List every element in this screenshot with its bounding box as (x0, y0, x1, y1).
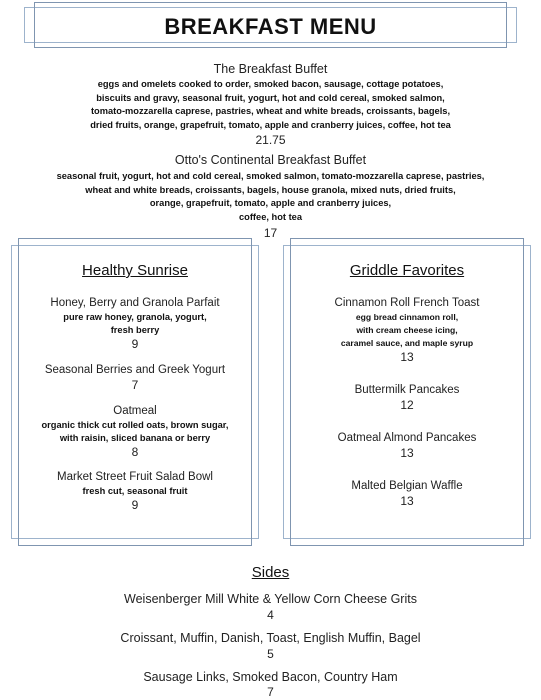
side-item-price: 7 (267, 685, 274, 699)
menu-item (290, 431, 524, 461)
buffet-1-desc-line: biscuits and gravy, seasonal fruit, yogurt, hot and cold cereal, smoked salmon, (96, 92, 445, 103)
menu-item-name: Honey, Berry and Granola Parfait (50, 297, 220, 309)
side-item-price: 5 (267, 647, 274, 661)
menu-item-desc: with raisin, sliced banana or berry (59, 433, 211, 443)
buffet-2-name: Otto's Continental Breakfast Buffet (174, 153, 367, 167)
buffet-1-name: The Breakfast Buffet (213, 62, 328, 76)
side-item-name: Sausage Links, Smoked Bacon, Country Ham (143, 670, 398, 684)
menu-item-name: Buttermilk Pancakes (354, 384, 460, 396)
buffet-1-description (0, 78, 541, 132)
menu-item-name: Oatmeal Almond Pancakes (337, 432, 477, 444)
page-title: BREAKFAST MENU (164, 14, 377, 39)
menu-item-desc: fresh berry (110, 325, 160, 335)
buffet-1-desc-line: eggs and omelets cooked to order, smoked bacon, sausage, cottage potatoes, (97, 79, 444, 89)
menu-item (18, 470, 252, 513)
menu-item-price: 13 (400, 446, 414, 460)
buffet-2-desc-line: orange, grapefruit, tomato, apple and cranberry juices, (149, 198, 392, 208)
healthy-box (18, 262, 252, 513)
buffet-2-desc-line: wheat and white breads, croissants, bagels, house granola, mixed nuts, dried fruits, (85, 184, 456, 195)
menu-item-name: Oatmeal (113, 405, 157, 417)
menu-item-desc: caramel sauce, and maple syrup (340, 338, 474, 348)
menu-item-desc: with cream cheese icing, (356, 325, 458, 335)
menu-item-price: 13 (400, 494, 414, 508)
side-item-name: Weisenberger Mill White & Yellow Corn Cheese Grits (124, 592, 417, 606)
buffet-2-price: 17 (263, 226, 278, 240)
menu-item (290, 479, 524, 509)
menu-item-name: Market Street Fruit Salad Bowl (57, 471, 213, 483)
buffet-2-description (0, 170, 541, 224)
menu-item-price: 7 (131, 378, 139, 392)
sides-title: Sides (251, 564, 290, 581)
menu-item-desc: pure raw honey, granola, yogurt, (63, 312, 207, 322)
menu-item (18, 296, 252, 352)
menu-item-price: 13 (400, 350, 414, 364)
menu-item-desc: fresh cut, seasonal fruit (82, 486, 188, 496)
menu-item-price: 9 (131, 498, 139, 512)
menu-item (18, 404, 252, 460)
buffet-1-desc-line: tomato-mozzarella caprese, pastries, wheat and white breads, croissants, bagels, (90, 106, 451, 116)
griddle-box (290, 262, 524, 509)
griddle-box-title: Griddle Favorites (349, 262, 465, 279)
menu-item-price: 9 (131, 337, 139, 351)
side-item-price: 4 (267, 608, 274, 622)
buffet-1-desc-line: dried fruits, orange, grapefruit, tomato, apple and cranberry juices, coffee, hot tea (90, 119, 451, 130)
menu-item-desc: egg bread cinnamon roll, (355, 312, 459, 322)
menu-item-price: 12 (400, 398, 414, 412)
buffet-2-desc-line: seasonal fruit, yogurt, hot and cold cereal, smoked salmon, tomato-mozzarella caprese, pastries, (56, 171, 485, 181)
side-item-name: Croissant, Muffin, Danish, Toast, English Muffin, Bagel (120, 631, 421, 645)
menu-item-desc: organic thick cut rolled oats, brown sugar, (41, 420, 229, 430)
buffet-1-price: 21.75 (255, 133, 286, 147)
menu-item (290, 296, 524, 365)
menu-item-name: Malted Belgian Waffle (351, 480, 463, 492)
menu-item (290, 383, 524, 413)
menu-item (18, 363, 252, 393)
menu-item-name: Seasonal Berries and Greek Yogurt (44, 364, 226, 376)
healthy-box-title: Healthy Sunrise (82, 262, 188, 279)
buffet-2-desc-line: coffee, hot tea (238, 211, 303, 222)
menu-item-price: 8 (131, 445, 139, 459)
menu-item-name: Cinnamon Roll French Toast (334, 297, 480, 309)
